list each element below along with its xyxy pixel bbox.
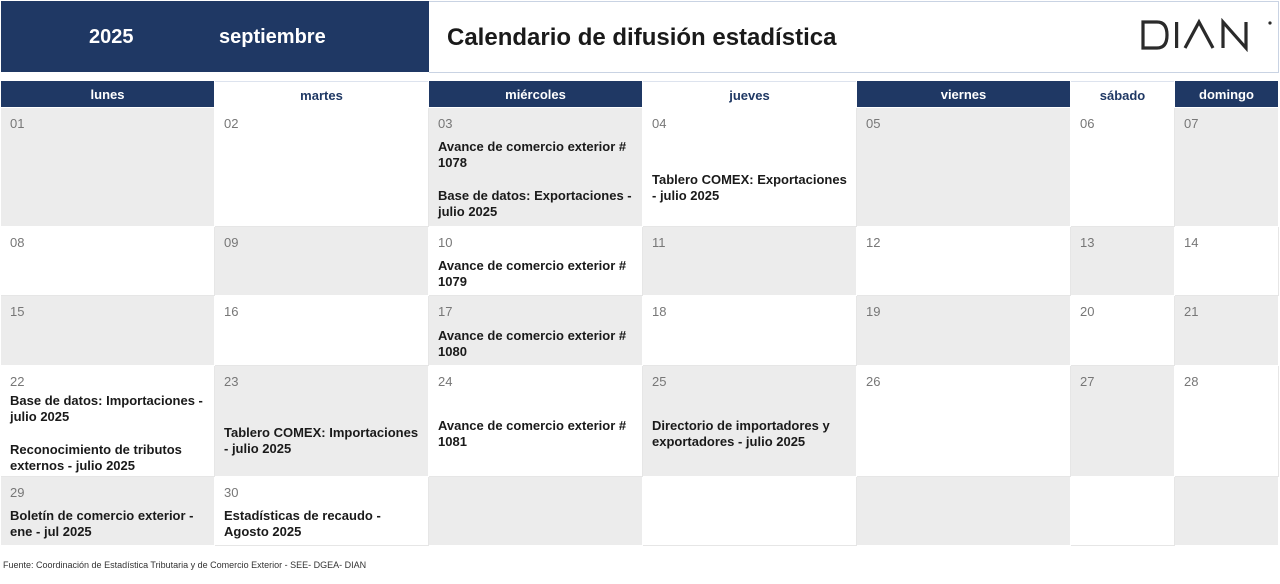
day-cell-24[interactable] (429, 366, 643, 477)
day-number: 21 (1184, 304, 1199, 319)
month-label: septiembre (219, 26, 326, 48)
day-cell-01[interactable] (1, 108, 215, 227)
day-number: 09 (224, 235, 239, 250)
day-cell-20[interactable] (1071, 296, 1175, 366)
day-cell-27[interactable] (1071, 366, 1175, 477)
day-cell-19[interactable] (857, 296, 1071, 366)
day-number: 20 (1080, 304, 1095, 319)
day-cell-26[interactable] (857, 366, 1071, 477)
day-number: 24 (438, 374, 453, 389)
day-cell-06[interactable] (1071, 108, 1175, 227)
event-item[interactable]: Reconocimiento de tributos externos - julio 2025 (10, 442, 182, 473)
day-number: 08 (10, 235, 25, 250)
event-item[interactable]: Avance de comercio exterior # 1080 (438, 328, 627, 359)
day-number: 16 (224, 304, 239, 319)
event-item[interactable]: Tablero COMEX: Exportaciones - julio 2025 (652, 172, 847, 203)
day-number: 29 (10, 485, 25, 500)
day-number: 25 (652, 374, 667, 389)
day-cell-05[interactable] (857, 108, 1071, 227)
day-number: 26 (866, 374, 881, 389)
day-number: 19 (866, 304, 881, 319)
event-item[interactable]: Base de datos: Importaciones - julio 2025 (10, 393, 203, 424)
calendar-header (0, 0, 1280, 73)
day-cell-22[interactable] (1, 366, 215, 477)
event-item[interactable]: Directorio de importadores y exportadores - julio 2025 (652, 418, 830, 449)
day-number: 10 (438, 235, 453, 250)
title-banner (429, 1, 1279, 73)
empty-cell (857, 477, 1071, 546)
source-note: Fuente: Coordinación de Estadística Tributaria y de Comercio Exterior - SEE- DGEA- DIAN (3, 560, 367, 570)
empty-cell (643, 477, 857, 546)
day-cell-14[interactable] (1175, 227, 1279, 296)
event-item[interactable]: Estadísticas de recaudo - Agosto 2025 (224, 508, 381, 539)
day-cell-29[interactable] (1, 477, 215, 546)
day-cell-30[interactable] (215, 477, 429, 546)
year-label: 2025 (89, 26, 134, 48)
day-number: 06 (1080, 116, 1095, 131)
event-item[interactable]: Boletín de comercio exterior - ene - jul 2025 (10, 508, 194, 539)
day-number: 01 (10, 116, 25, 131)
day-cell-16[interactable] (215, 296, 429, 366)
dian-logo (1141, 18, 1275, 52)
day-cell-07[interactable] (1175, 108, 1279, 227)
page-title: Calendario de difusión estadística (447, 24, 837, 51)
day-cell-04[interactable] (643, 108, 857, 227)
weekday-thursday: jueves (643, 81, 856, 107)
weekday-friday: viernes (857, 81, 1070, 107)
day-number: 13 (1080, 235, 1095, 250)
weekday-saturday: sábado (1071, 81, 1174, 107)
day-cell-17[interactable] (429, 296, 643, 366)
day-cell-25[interactable] (643, 366, 857, 477)
day-number: 12 (866, 235, 881, 250)
day-number: 18 (652, 304, 667, 319)
day-cell-18[interactable] (643, 296, 857, 366)
weekday-tuesday: martes (215, 81, 428, 107)
weekday-sunday: domingo (1175, 81, 1278, 107)
day-number: 04 (652, 116, 667, 131)
day-number: 23 (224, 374, 239, 389)
day-cell-09[interactable] (215, 227, 429, 296)
day-cell-02[interactable] (215, 108, 429, 227)
day-number: 28 (1184, 374, 1199, 389)
event-item[interactable]: Avance de comercio exterior # 1078 (438, 139, 627, 170)
day-cell-11[interactable] (643, 227, 857, 296)
empty-cell (429, 477, 643, 546)
day-number: 22 (10, 374, 25, 389)
day-number: 11 (652, 235, 666, 250)
day-number: 30 (224, 485, 239, 500)
day-cell-08[interactable] (1, 227, 215, 296)
weekday-monday: lunes (1, 81, 214, 107)
empty-cell (1071, 477, 1175, 546)
day-number: 17 (438, 304, 453, 319)
day-cell-13[interactable] (1071, 227, 1175, 296)
day-cell-15[interactable] (1, 296, 215, 366)
event-item[interactable]: Avance de comercio exterior # 1081 (438, 418, 627, 449)
empty-cell (1175, 477, 1279, 546)
day-number: 27 (1080, 374, 1095, 389)
day-number: 02 (224, 116, 239, 131)
day-cell-28[interactable] (1175, 366, 1279, 477)
day-cell-12[interactable] (857, 227, 1071, 296)
day-number: 03 (438, 116, 453, 131)
event-item[interactable]: Tablero COMEX: Importaciones - julio 2025 (224, 425, 419, 456)
weekday-wednesday: miércoles (429, 81, 642, 107)
day-number: 15 (10, 304, 25, 319)
event-item[interactable]: Base de datos: Exportaciones - julio 2025 (438, 188, 632, 219)
day-number: 05 (866, 116, 881, 131)
day-cell-10[interactable] (429, 227, 643, 296)
date-banner (1, 1, 429, 72)
day-number: 07 (1184, 116, 1199, 131)
day-cell-21[interactable] (1175, 296, 1279, 366)
day-cell-03[interactable] (429, 108, 643, 227)
day-cell-23[interactable] (215, 366, 429, 477)
event-item[interactable]: Avance de comercio exterior # 1079 (438, 258, 627, 289)
day-number: 14 (1184, 235, 1199, 250)
